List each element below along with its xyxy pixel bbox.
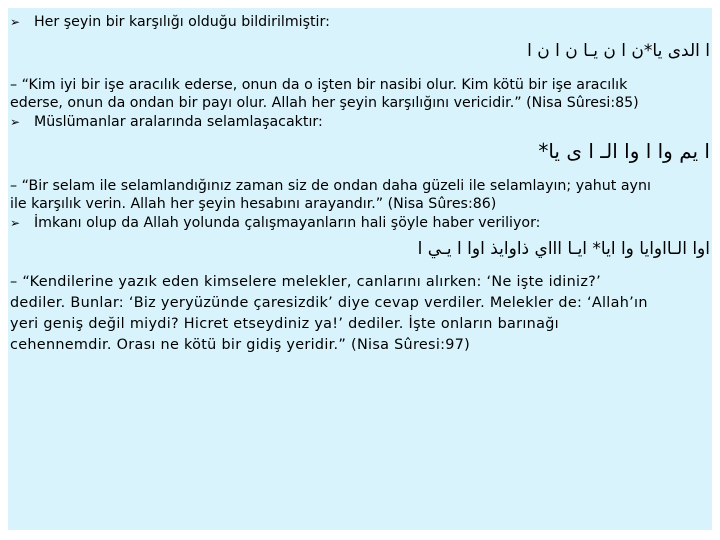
translation-line: – “Bir selam ile selamlandığınız zaman siz de ondan daha güzeli ile selamlayın; yahut aynı <box>10 178 651 194</box>
arrow-bullet-icon: ➢ <box>10 15 21 29</box>
bullet-heading-2 <box>10 113 712 131</box>
heading-text: Her şeyin bir karşılığı olduğu bildirilmiştir: <box>34 14 330 30</box>
translation-paragraph-3 <box>10 272 700 356</box>
translation-line: ederse, onun da ondan bir payı olur. Allah her şeyin karşılığını vericidir.” (Nisa Sûresi:85) <box>10 95 639 111</box>
heading-text: İmkanı olup da Allah yolunda çalışmayanların hali şöyle haber veriliyor: <box>34 215 541 231</box>
translation-paragraph-2 <box>10 177 700 213</box>
bullet-heading-1 <box>10 13 712 31</box>
translation-line: dediler. Bunlar: ‘Biz yeryüzünde çaresizdik’ diye cevap verdiler. Melekler de: ‘Allah’ın <box>10 295 648 311</box>
bullet-heading-3 <box>10 214 712 232</box>
translation-line: ile karşılık verin. Allah her şeyin hesabını arayandır.” (Nisa Sûres:86) <box>10 196 497 212</box>
heading-text: Müslümanlar aralarında selamlaşacaktır: <box>34 114 323 130</box>
arabic-verse-2: ا يم وا ا وا الـ ا ى يا* <box>538 139 710 163</box>
arabic-verse-3: اوا الـااوايا وا ايا* ايـا اااي ذاوايذ اوا ا يـي ا <box>417 239 710 259</box>
arabic-verse-1: ا الدى يا*ن ا ن يـا ن ا ن ا <box>527 41 710 61</box>
translation-line: – “Kendilerine yazık eden kimselere melekler, canlarını alırken: ‘Ne işte idiniz?’ <box>10 274 601 290</box>
translation-line: yeri geniş değil miydi? Hicret etseydiniz ya!’ dediler. İşte onların barınağı <box>10 316 559 332</box>
translation-paragraph-1 <box>10 76 700 112</box>
arrow-bullet-icon: ➢ <box>10 115 21 129</box>
translation-line: cehennemdir. Orası ne kötü bir gidiş yeridir.” (Nisa Sûresi:97) <box>10 337 471 353</box>
translation-line: – “Kim iyi bir işe aracılık ederse, onun da o işten bir nasibi olur. Kim kötü bir işe aracılık <box>10 77 628 93</box>
arrow-bullet-icon: ➢ <box>10 216 21 230</box>
